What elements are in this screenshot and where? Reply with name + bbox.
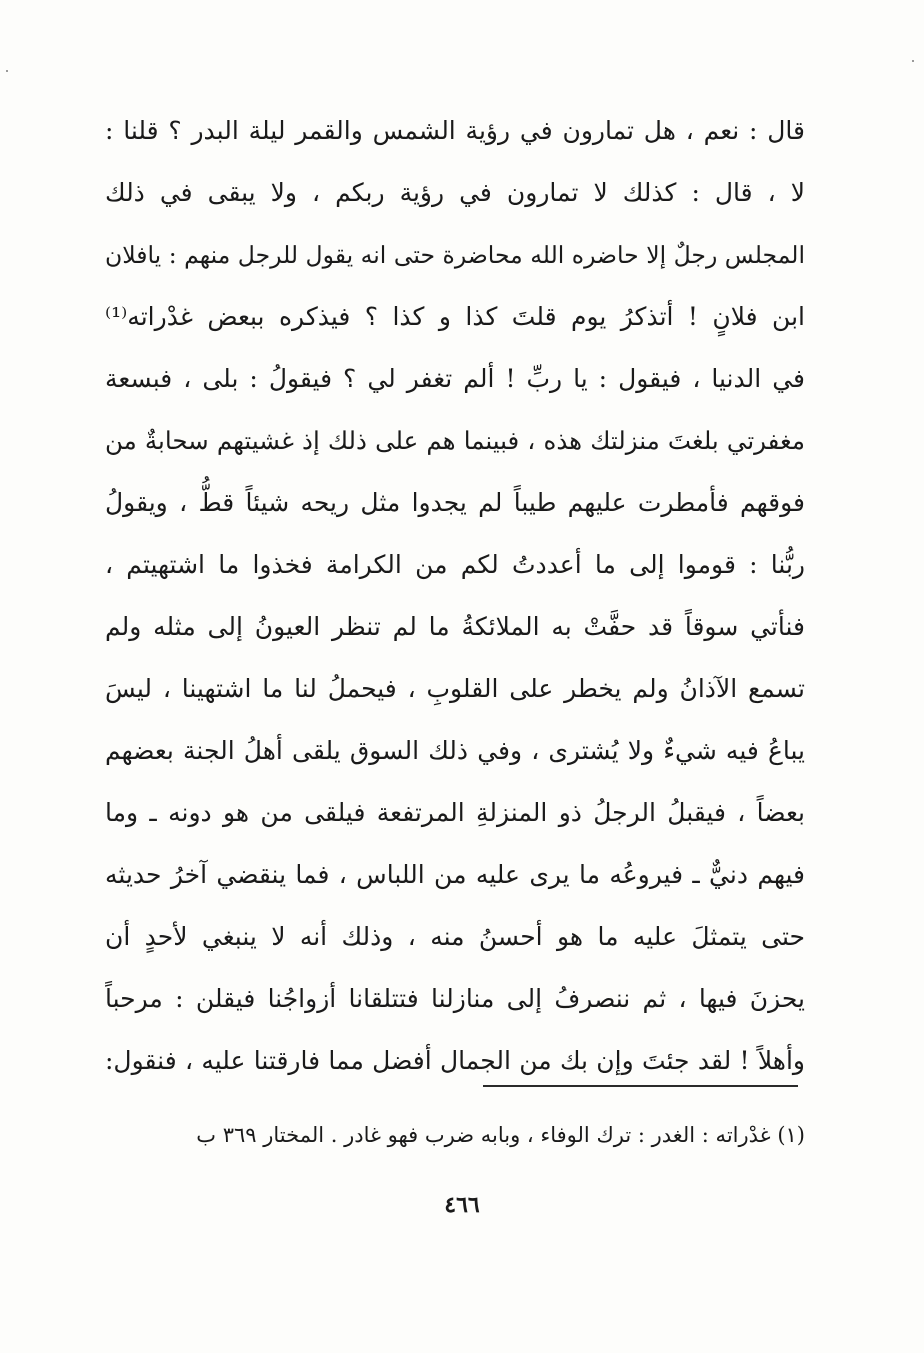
text-line: بعضاً ، فيقبلُ الرجلُ ذو المنزلةِ المرتفعة فيلقى من هو دونه ـ وما bbox=[105, 798, 805, 827]
footnote: (١) غدْراته : الغدر : ترك الوفاء ، وبابه ضرب فهو غادر . المختار ٣٦٩ ب bbox=[196, 1123, 805, 1147]
main-text-block bbox=[105, 100, 805, 1092]
text-line: قال : نعم ، هل تمارون في رؤية الشمس والقمر ليلة البدر ؟ قلنا : bbox=[105, 116, 805, 145]
footnote-divider bbox=[483, 1085, 798, 1087]
text-line: حتى يتمثلَ عليه ما هو أحسنُ منه ، وذلك أنه لا ينبغي لأحدٍ أن bbox=[105, 922, 805, 951]
text-line: وأهلاً ! لقد جئتَ وإن بك من الجمال أفضل مما فارقتنا عليه ، فنقول: bbox=[105, 1046, 805, 1075]
text-line: فوقهم فأمطرت عليهم طيباً لم يجدوا مثل ريحه شيئاً قطُّ ، ويقولُ bbox=[105, 488, 805, 517]
text-line: المجلس رجلٌ إلا حاضره الله محاضرة حتى انه يقول للرجل منهم : يافلان bbox=[105, 241, 805, 269]
page-number: ٤٦٦ bbox=[444, 1192, 480, 1218]
text-line: فنأتي سوقاً قد حفَّتْ به الملائكةُ ما لم تنظر العيونُ إلى مثله ولم bbox=[105, 612, 805, 641]
text-line: تسمع الآذانُ ولم يخطر على القلوبِ ، فيحملُ لنا ما اشتهينا ، ليسَ bbox=[105, 674, 805, 703]
text-line: ابن فلانٍ ! أتذكرُ يوم قلتَ كذا و كذا ؟ فيذكره ببعض غدْراته⁽¹⁾ bbox=[105, 302, 805, 331]
text-line: يباعُ فيه شيءٌ ولا يُشترى ، وفي ذلك السوق يلقى أهلُ الجنة بعضهم bbox=[105, 736, 805, 765]
text-line: في الدنيا ، فيقول : يا ربِّ ! ألم تغفر لي ؟ فيقولُ : بلى ، فبسعة bbox=[105, 364, 805, 393]
text-line: فيهم دنيٌّ ـ فيروعُه ما يرى عليه من اللباس ، فما ينقضي آخرُ حديثه bbox=[105, 860, 805, 889]
text-line: لا ، قال : كذلك لا تمارون في رؤية ربكم ، ولا يبقى في ذلك bbox=[105, 178, 805, 207]
scan-speck bbox=[6, 70, 8, 72]
text-line: مغفرتي بلغتَ منزلتك هذه ، فبينما هم على ذلك إذ غشيتهم سحابةٌ من bbox=[105, 426, 805, 455]
text-line: ربُّنا : قوموا إلى ما أعددتُ لكم من الكرامة فخذوا ما اشتهيتم ، bbox=[105, 550, 805, 579]
text-line: يحزنَ فيها ، ثم ننصرفُ إلى منازلنا فتتلقانا أزواجُنا فيقلن : مرحباً bbox=[105, 984, 805, 1013]
scan-speck bbox=[912, 60, 914, 62]
